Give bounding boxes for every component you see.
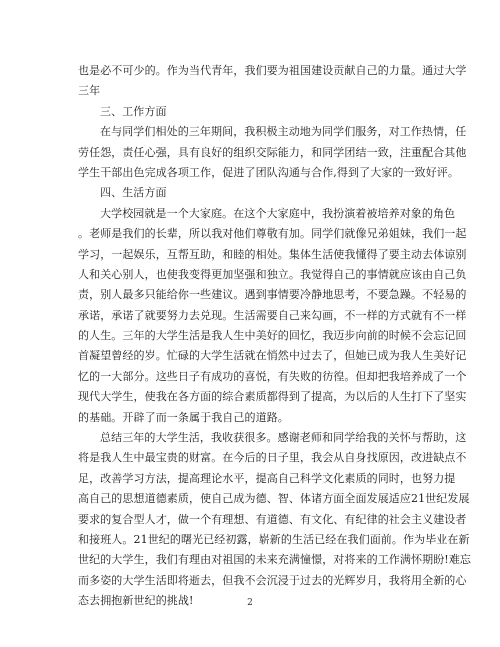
text-line: 的人生。三年的大学生活是我人生中美好的回忆，我迈步向前的时候不会忘记回 <box>78 329 467 343</box>
text-line: 责，别人最多只能给你一些建议。遇到事情要冷静地思考，不要急躁。不轻易的 <box>78 288 467 302</box>
text-line: 学习，一起娱乐，互帮互助，和睦的相处。集体生活使我懂得了要主动去体谅别 <box>78 247 467 261</box>
text-line: 世纪的大学生，我们有理由对祖国的未来充满憧憬，对将来的工作满怀期盼!难忘 <box>78 553 472 567</box>
text-line: 也是必不可少的。作为当代青年，我们要为祖国建设贡献自己的力量。通过大学 <box>78 64 467 77</box>
text-line: 和接班人。21世纪的曙光已经初露，崭新的生活已经在我们面前。作为毕业在新 <box>78 532 470 546</box>
text-line: 首凝望曾经的岁。忙碌的大学生活就在悄然中过去了，但她已成为我人生美好记 <box>78 349 467 363</box>
text-line: 在与同学们相处的三年期间，我积极主动地为同学们服务，对工作热情，任 <box>100 125 467 139</box>
conclusion-paragraph <box>78 428 472 612</box>
text-line: 将是我人生中最宝贵的财富。在今后的日子里，我会从自身找原因，改进缺点不 <box>78 451 467 465</box>
intro-paragraph <box>78 61 467 102</box>
text-line: 现代大学生，使我在各方面的综合素质都得到了提高，为以后的人生打下了坚实 <box>78 390 467 404</box>
text-line: 足，改善学习方法，提高理论水平，提高自己科学文化素质的同时，也努力提 <box>78 471 456 485</box>
text-line: 总结三年的大学生活，我收获很多。感谢老师和同学给我的关怀与帮助，这 <box>100 431 467 445</box>
section-heading-work: 三、工作方面 <box>100 104 167 118</box>
text-line: 。老师是我们的长辈，所以我对他们尊敬有加。同学们就像兄弟姐妹，我们一起 <box>78 227 467 241</box>
text-line: 的基础。开辟了而一条属于我自己的道路。 <box>78 410 289 424</box>
text-line: 学生干部出色完成各项工作，促进了团队沟通与合作,得到了大家的一致好评。 <box>78 165 459 179</box>
text-line: 要求的复合型人才，做一个有理想、有道德、有文化、有纪律的社会主义建设者 <box>78 512 467 526</box>
page-number: 2 <box>247 598 253 608</box>
text-line: 高自己的思想道德素质，使自己成为德、智、体诸方面全面发展适应21世纪发展 <box>78 492 470 506</box>
text-line: 劳任怨，责任心强，具有良好的组织交际能力，和同学团结一致，注重配合其他 <box>78 145 467 159</box>
text-line: 而多姿的大学生活即将逝去，但我不会沉浸于过去的光辉岁月，我将用全新的心 <box>78 573 467 587</box>
text-line: 态去拥抱新世纪的挑战! <box>78 594 194 608</box>
life-paragraph <box>78 204 467 428</box>
text-line: 人和关心别人，也使我变得更加坚强和独立。我觉得自己的事情就应该由自己负 <box>78 267 467 281</box>
text-line: 大学校园就是一个大家庭。在这个大家庭中，我扮演着被培养对象的角色 <box>100 206 456 220</box>
document-body <box>78 61 472 612</box>
section-heading-life: 四、生活方面 <box>100 186 167 200</box>
work-paragraph <box>78 122 467 183</box>
text-line: 三年 <box>78 84 101 98</box>
text-line: 承诺，承诺了就要努力去兑现。生活需要自己来勾画，不一样的方式就有不一样 <box>78 308 467 322</box>
text-line: 忆的一大部分。这些日子有成功的喜悦，有失败的彷徨。但却把我培养成了一个 <box>78 369 467 383</box>
